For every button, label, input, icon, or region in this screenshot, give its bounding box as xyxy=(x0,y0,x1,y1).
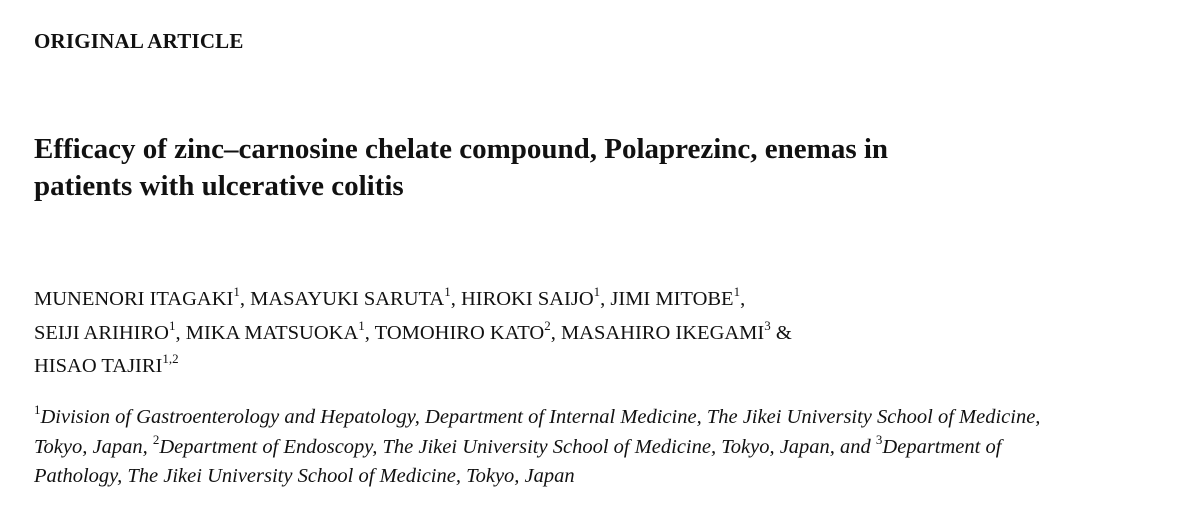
author-name: SEIJI ARIHIRO xyxy=(34,321,169,344)
author-separator: , xyxy=(740,288,746,310)
author-affiliation-mark: 1 xyxy=(593,284,601,300)
author-name: MIKA MATSUOKA xyxy=(185,321,359,344)
article-title xyxy=(34,131,1174,205)
author-separator: , xyxy=(364,321,375,344)
affiliation-mark: 1 xyxy=(34,402,41,418)
author-name: MASAHIRO IKEGAMI xyxy=(560,321,765,344)
affiliation-text: Department of Endoscopy, The Jikei University School of Medicine, Tokyo, Japan, and xyxy=(159,435,876,458)
author-separator: & xyxy=(770,321,792,344)
author-name: TOMOHIRO KATO xyxy=(374,321,545,344)
affiliation-text: Pathology, The Jikei University School of Medicine, Tokyo, Japan xyxy=(34,465,575,487)
author-separator: , xyxy=(600,288,611,310)
author-affiliation-mark: 1,2 xyxy=(162,351,179,367)
author-name: JIMI MITOBE xyxy=(610,288,734,310)
article-title-line-1: Efficacy of zinc–carnosine chelate compound, Polaprezinc, enemas in xyxy=(34,133,889,165)
affiliation-text: Tokyo, Japan, xyxy=(34,435,153,458)
author-affiliation-mark: 2 xyxy=(544,317,551,333)
affiliation-text: Division of Gastroenterology and Hepatology, Department of Internal Medicine, The Jikei University School of Medicine, xyxy=(40,406,1041,428)
author-name: HISAO TAJIRI xyxy=(34,355,163,377)
affiliation-mark: 3 xyxy=(875,431,883,447)
author-affiliation-mark: 1 xyxy=(444,284,451,300)
affiliations xyxy=(34,403,1174,492)
author-list xyxy=(34,283,1174,384)
author-separator: , xyxy=(239,288,251,310)
article-title-line-2: patients with ulcerative colitis xyxy=(34,170,404,202)
affiliation-mark: 2 xyxy=(152,431,160,447)
author-separator: , xyxy=(175,321,186,344)
author-affiliation-mark: 3 xyxy=(764,317,771,333)
author-affiliation-mark: 1 xyxy=(358,317,365,333)
author-separator: , xyxy=(550,321,561,344)
author-affiliation-mark: 1 xyxy=(233,284,240,300)
author-separator: , xyxy=(450,288,461,310)
author-name: HIROKI SAIJO xyxy=(460,288,594,310)
author-affiliation-mark: 1 xyxy=(733,284,741,300)
author-affiliation-mark: 1 xyxy=(168,317,176,333)
author-name: MASAYUKI SARUTA xyxy=(250,288,445,310)
article-type-label: ORIGINAL ARTICLE xyxy=(34,29,244,53)
affiliation-text: Department of xyxy=(882,435,1002,458)
author-name: MUNENORI ITAGAKI xyxy=(34,288,234,310)
